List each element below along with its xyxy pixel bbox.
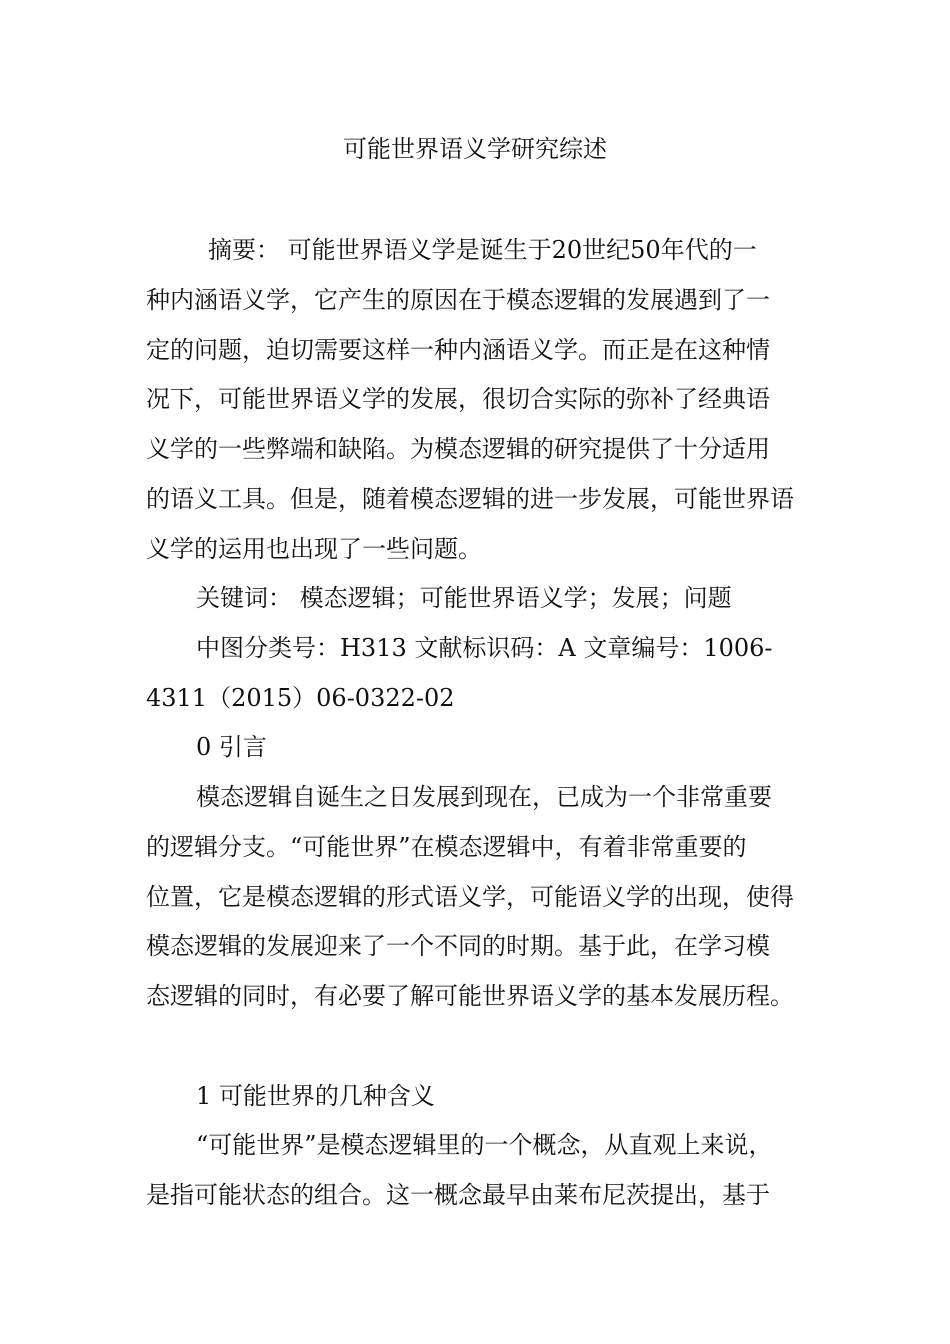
body-line: 模态逻辑自诞生之日发展到现在，已成为一个非常重要: [196, 783, 772, 811]
body-line: 是指可能状态的组合。这一概念最早由莱布尼茨提出，基于: [146, 1181, 770, 1209]
body-line: 态逻辑的同时，有必要了解可能世界语义学的基本发展历程。: [146, 982, 794, 1010]
document-title: 可能世界语义学研究综述: [343, 135, 607, 163]
abstract-line: 定的问题，迫切需要这样一种内涵语义学。而正是在这种情: [146, 336, 770, 364]
section-heading: 0 引言: [196, 733, 267, 761]
abstract-line: 种内涵语义学，它产生的原因在于模态逻辑的发展遇到了一: [146, 286, 770, 314]
abstract-line: 的语义工具。但是，随着模态逻辑的进一步发展，可能世界语: [146, 485, 794, 513]
body-line: “可能世界”是模态逻辑里的一个概念，从直观上来说，: [196, 1131, 773, 1159]
body-line: 位置，它是模态逻辑的形式语义学，可能语义学的出现，使得: [146, 883, 794, 911]
body-line: 的逻辑分支。“可能世界”在模态逻辑中，有着非常重要的: [146, 833, 747, 861]
abstract-line: 义学的运用也出现了一些问题。: [146, 535, 482, 563]
classification-line: 4311（2015）06-0322-02: [146, 684, 455, 712]
abstract-line: 义学的一些弊端和缺陷。为模态逻辑的研究提供了十分适用: [146, 435, 770, 463]
abstract-line: 摘要： 可能世界语义学是诞生于20世纪50年代的一: [208, 236, 757, 264]
abstract-line: 况下，可能世界语义学的发展，很切合实际的弥补了经典语: [146, 385, 770, 413]
keywords-line: 关键词： 模态逻辑；可能世界语义学；发展；问题: [196, 584, 732, 612]
section-heading: 1 可能世界的几种含义: [196, 1082, 435, 1110]
body-line: 模态逻辑的发展迎来了一个不同的时期。基于此，在学习模: [146, 932, 770, 960]
classification-line: 中图分类号：H313 文献标识码：A 文章编号：1006-: [196, 634, 773, 662]
